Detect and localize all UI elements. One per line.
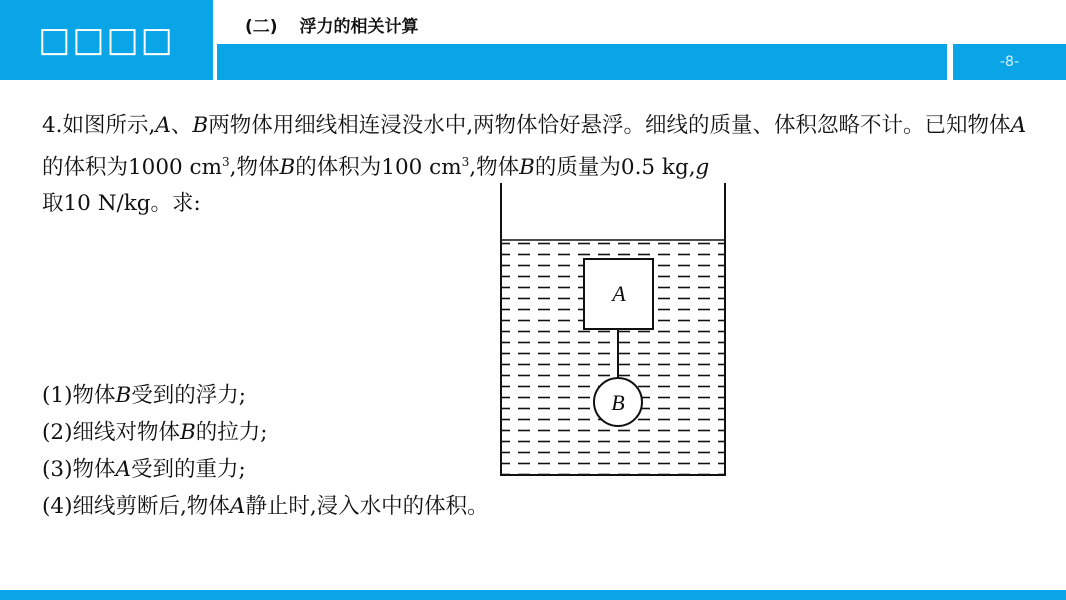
var-a: A [229, 494, 246, 519]
var-a: A [115, 457, 131, 482]
logo-text: □□□□ [38, 20, 175, 60]
subquestion-text: 静止时,浸入水中的体积。 [245, 494, 489, 519]
var-g: g [695, 155, 710, 181]
section-title [245, 12, 419, 37]
bottom-bar [0, 590, 1066, 600]
subquestion-text: (1)物体 [42, 383, 116, 408]
question-body: 两物体用细线相连浸没水中,两物体恰好悬浮。细线的质量、体积忽略不计。已知物体 [208, 113, 1011, 138]
object-text: ,物体 [229, 155, 280, 181]
logo-box [0, 0, 213, 80]
volume-b-text: 的体积为100 cm [295, 155, 462, 181]
subquestion-text: 受到的重力; [131, 457, 246, 482]
g-value-text: 取10 N/kg。求: [42, 191, 201, 217]
label-b: B [611, 390, 625, 415]
var-b: B [519, 155, 535, 181]
subquestion-text: (3)物体 [42, 457, 116, 482]
subquestion-text: 的拉力; [195, 420, 268, 445]
page-number-box [953, 44, 1066, 80]
page-number: -8- [999, 54, 1019, 70]
var-b: B [192, 113, 209, 138]
subquestion-2 [42, 415, 268, 446]
header-bar [217, 44, 947, 80]
subquestion-text: (2)细线对物体 [42, 420, 180, 445]
subquestion-1 [42, 378, 246, 409]
container-figure [496, 183, 730, 479]
var-a: A [1010, 113, 1027, 138]
question-intro: 4.如图所示, [42, 113, 156, 138]
subquestion-text: (4)细线剪断后,物体 [42, 494, 230, 519]
section-number: (二) [245, 17, 278, 37]
volume-a-text: 的体积为1000 cm [42, 155, 222, 181]
separator: 、 [170, 113, 193, 138]
superscript: 3 [461, 155, 470, 169]
superscript: 3 [221, 155, 230, 169]
section-title-text: 浮力的相关计算 [299, 17, 419, 37]
subquestion-text: 受到的浮力; [131, 383, 247, 408]
subquestion-3 [42, 452, 246, 483]
mass-b-text: 的质量为0.5 kg, [534, 155, 696, 181]
var-b: B [279, 155, 296, 181]
var-b: B [179, 420, 196, 445]
var-b: B [115, 383, 132, 408]
subquestion-4 [42, 489, 489, 520]
var-a: A [155, 113, 171, 138]
label-a: A [612, 281, 626, 306]
object-text: ,物体 [469, 155, 520, 181]
